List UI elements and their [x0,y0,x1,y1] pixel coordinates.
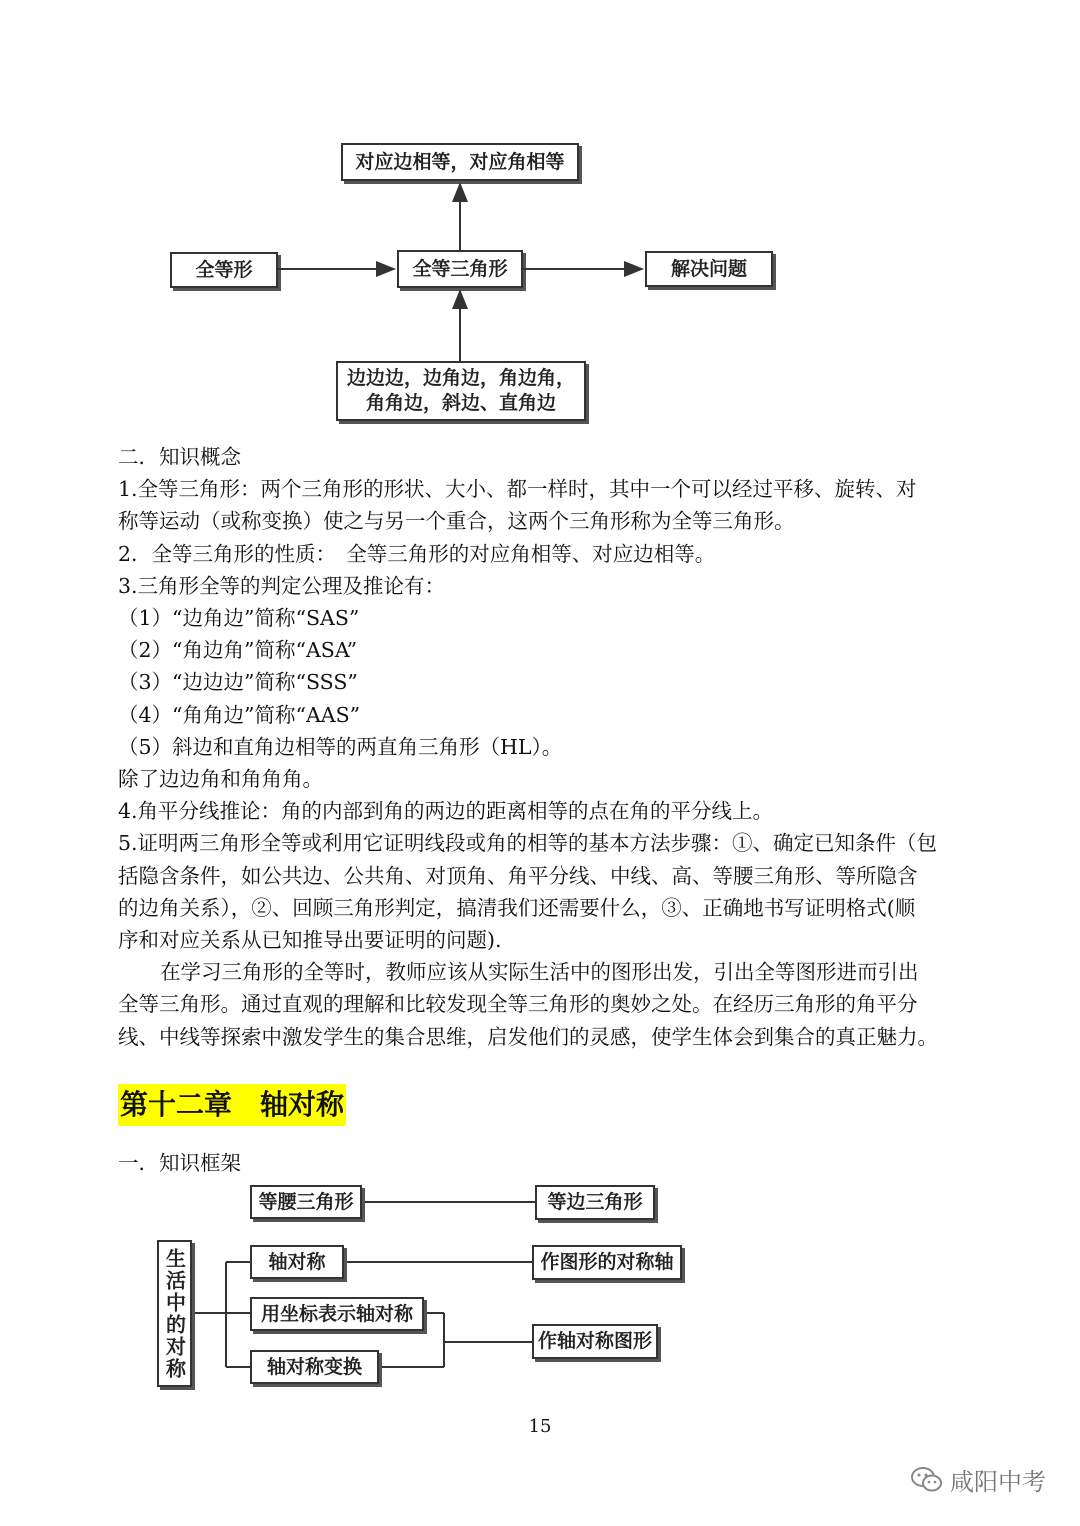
criteria-line-2: 角角边，斜边、直角边 [365,392,556,414]
watermark [910,1462,1046,1497]
criteria-line-1: 边边边，边角边，角边角， [346,367,575,390]
box-draw-symmetry-axis: 作图形的对称轴 [532,1245,682,1280]
concept-line: 的边角关系），②、回顾三角形判定，搞清我们还需要什么，③、正确地书写证明格式(顺 [118,895,916,920]
watermark-text: 咸阳中考 [950,1468,1046,1496]
paragraph-line: 全等三角形。通过直观的理解和比较发现全等三角形的奥妙之处。在经历三角形的角平分 [118,992,918,1017]
page-number: 15 [528,1416,552,1437]
concept-line: （2）“角边角”简称“ASA” [118,638,358,663]
section-heading: 二．知识概念 [118,445,241,469]
concept-line: 5.证明两三角形全等或利用它证明线段或角的相等的基本方法步骤：①、确定已知条件（包 [118,831,938,856]
paragraph-line: 在学习三角形的全等时，教师应该从实际生活中的图形出发，引出全等图形进而引出 [160,960,919,985]
concept-line: 序和对应关系从已知推导出要证明的问题). [118,928,502,953]
concept-line: （3）“边边边”简称“SSS” [118,670,358,695]
concept-line: 4.角平分线推论：角的内部到角的两边的距离相等的点在角的平分线上。 [118,799,774,824]
concept-line: 3.三角形全等的判定公理及推论有： [118,573,446,598]
concept-line: 2．全等三角形的性质： 全等三角形的对应角相等、对应边相等。 [118,541,716,566]
box-equilateral-triangle: 等边三角形 [535,1185,655,1220]
box-isosceles-triangle: 等腰三角形 [250,1185,362,1219]
box-symmetry-transform: 轴对称变换 [250,1350,379,1384]
concept-line: 1.全等三角形：两个三角形的形状、大小、都一样时，其中一个可以经过平移、旋转、对 [118,477,917,502]
concept-line: 称等运动（或称变换）使之与另一个重合，这两个三角形称为全等三角形。 [118,509,795,534]
wechat-icon [910,1466,944,1494]
concept-line: 除了边边角和角角角。 [118,767,323,792]
box-draw-symmetric-figure: 作轴对称图形 [532,1324,658,1359]
box-life-symmetry: 生活中的对称 [157,1240,192,1387]
concept-line: （1）“边角边”简称“SAS” [118,606,360,631]
box-coordinate-symmetry: 用坐标表示轴对称 [250,1297,424,1331]
box-congruent-shapes: 全等形 [170,252,278,288]
paragraph-line: 线、中线等探索中激发学生的集合思维，启发他们的灵感，使学生体会到集合的真正魅力。 [118,1024,938,1049]
concept-line: （4）“角角边”简称“AAS” [118,702,361,727]
concept-line: （5）斜边和直角边相等的两直角三角形（HL）。 [118,734,563,759]
framework-heading: 一．知识框架 [118,1151,241,1175]
chapter-title: 第十二章 轴对称 [118,1084,346,1126]
box-solve-problems: 解决问题 [645,251,773,287]
box-corresponding-equal: 对应边相等，对应角相等 [341,143,579,181]
concept-line: 括隐含条件，如公共边、公共角、对顶角、角平分线、中线、高、等腰三角形、等所隐含 [118,863,918,888]
box-axial-symmetry: 轴对称 [250,1245,344,1279]
box-congruent-triangles: 全等三角形 [397,250,523,288]
